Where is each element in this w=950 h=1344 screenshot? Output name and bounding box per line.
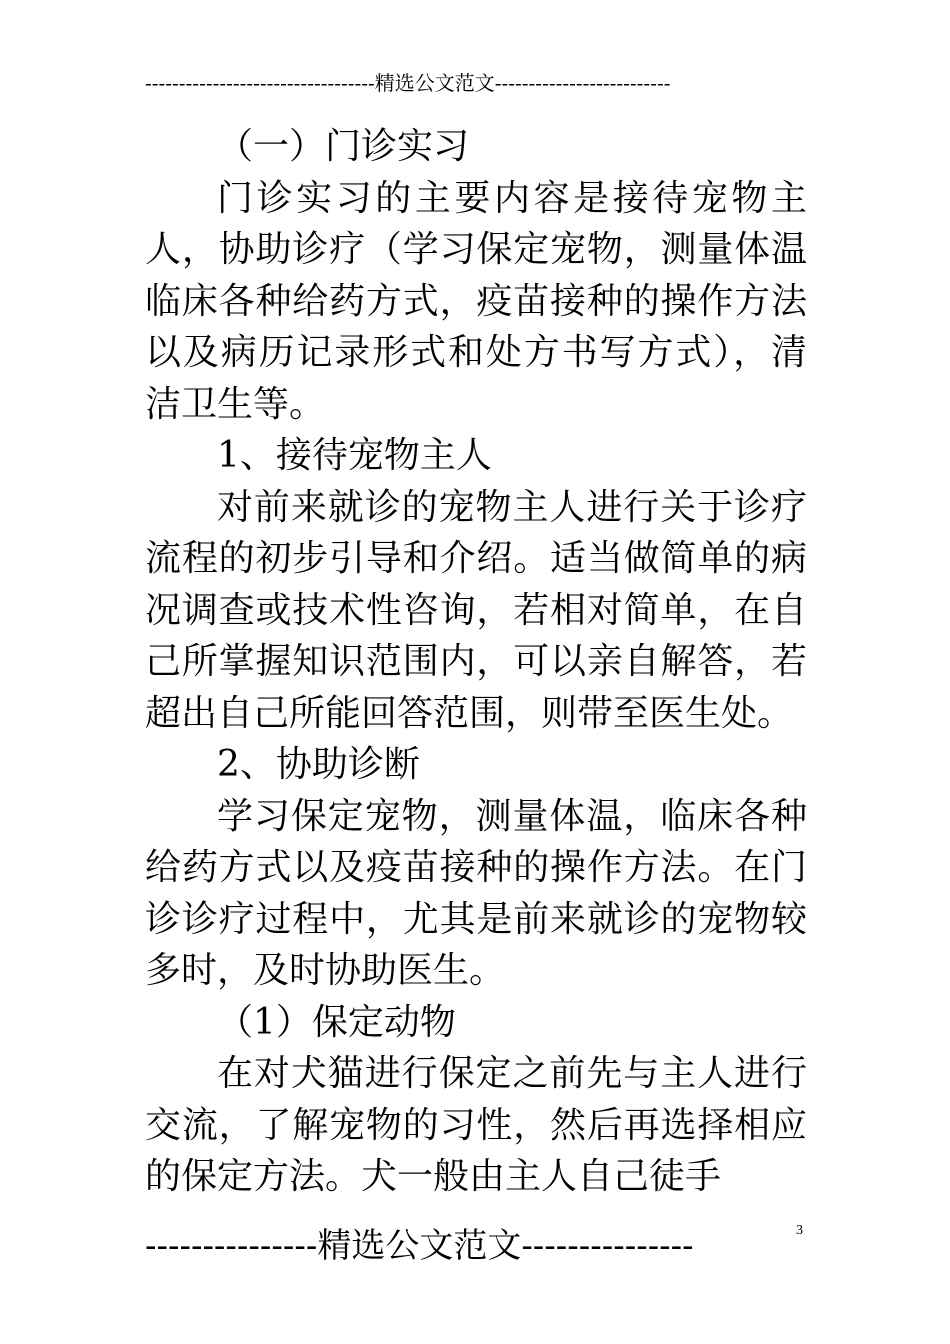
paragraph: 学习保定宠物，测量体温，临床各种给药方式以及疫苗接种的操作方法。在门诊诊疗过程中，尤其是前来就诊的宠物较多时，及时协助医生。 (145, 795, 807, 991)
paragraph: 门诊实习的主要内容是接待宠物主人，协助诊疗（学习保定宠物，测量体温临床各种给药方式，疫苗接种的操作方法以及病历记录形式和处方书写方式），清洁卫生等。 (145, 177, 807, 425)
paragraph: 在对犬猫进行保定之前先与主人进行交流，了解宠物的习性，然后再选择相应的保定方法。犬一般由主人自己徒手 (145, 1053, 807, 1197)
subsection-heading: 1、接待宠物主人 (217, 435, 492, 476)
page-footer: ---------------精选公文范文--------------- (145, 1226, 694, 1266)
paragraph: 对前来就诊的宠物主人进行关于诊疗流程的初步引导和介绍。适当做简单的病况调查或技术性咨询，若相对简单，在自己所掌握知识范围内，可以亲自解答，若超出自己所能回答范围，则带至医生处。 (145, 486, 807, 734)
page-number: 3 (796, 1223, 803, 1238)
page-header: ----------------------------------精选公文范文-------------------------- (145, 71, 671, 95)
subsection-heading: 2、协助诊断 (217, 744, 420, 785)
section-heading: （一）门诊实习 (217, 126, 470, 167)
document-body (145, 121, 807, 1203)
subsection-heading: （1）保定动物 (217, 1001, 456, 1043)
